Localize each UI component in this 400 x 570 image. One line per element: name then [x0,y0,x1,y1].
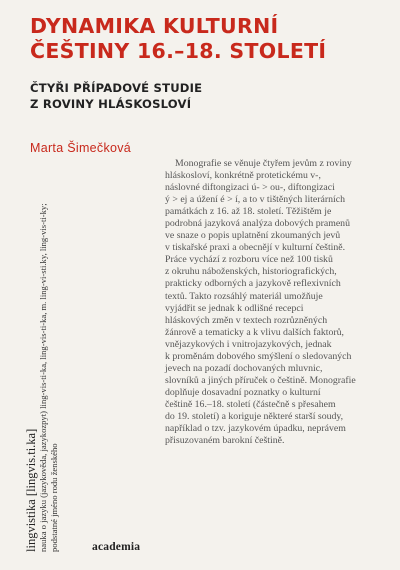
series-name: lingvistika [lingvis.ti.ka] [24,428,38,552]
description-line: například o tzv. jazykovém úpadku, neprávem [165,423,346,435]
description-line: prakticky odborných a jazykově reflexivních [165,278,341,290]
description-line: vnějazykových i vnitrojazykových, jednak [165,338,332,350]
description-line: hláskosloví, konkrétně protetickému v-, [165,170,321,182]
description-line: slovníků a jiných příruček o češtině. Monografie [165,374,356,386]
description-line: vyjádřit se jednak k odlišné recepci [165,302,304,314]
series-definition [24,82,59,552]
subtitle-line-2: Z ROVINY HLÁSKOSLOVÍ [30,97,192,111]
description-line: žánrově a tematicky a k vlivu dalších faktorů, [165,326,344,338]
description-line: doplňuje dosavadní poznatky o kulturní [165,386,321,398]
publisher-logo: academia [92,541,141,553]
title-line-1: DYNAMIKA KULTURNÍ [30,14,279,38]
description-line: památkách z 16. až 18. století. Těžištěm je [165,206,332,218]
description-line: do 19. století) a koriguje některé starší soudy, [165,410,344,422]
description-line: k proměnám dobového smýšlení o sledovaných [165,350,352,362]
description-line: z okruhu náboženských, historiografických, [165,266,337,278]
description-line: přisuzovaném barokní češtině. [165,435,285,447]
description-line: ve snaze o popis uplatnění zkoumaných jevů [165,230,341,242]
description-line: Práce vychází z rozboru více než 100 tisků [165,254,333,266]
description-text [165,158,390,447]
description-line: Monografie se věnuje čtyřem jevům z roviny [175,158,352,169]
author-name: Marta Šimečková [30,141,132,155]
description-line: češtině 16.–18. století (částečně s přesahem [165,398,336,410]
description-line: náslovné diftongizaci ú- > ou-, diftongizaci [165,182,335,194]
subtitle-line-1: ČTYŘI PŘÍPADOVÉ STUDIE [30,81,203,95]
description-line: textů. Takto rozsáhlý materiál umožňuje [165,290,323,302]
description-line: jevech na pozadí dochovaných mluvnic, [165,362,323,374]
book-title [30,14,380,64]
title-line-2: ČEŠTINY 16.–18. STOLETÍ [30,39,327,63]
series-definition-line: nauka o jazyku (jazykověda, jazykozpyt) ling-vis-ti-ka, ling-vis-ti-ka, m. ling-vi-sti.ky, ling-vis-ti-ky; [38,203,48,552]
description-line: hláskových změn v textech rozrůzněných [165,314,328,326]
description-line: ý > ej a úžení é > í, a to v tištěných literárních [165,194,345,206]
description-line: podrobná jazyková analýza dobových pramenů [165,218,350,230]
description-line: v tiskařské praxi a obecnějí v kulturní češtině. [165,242,346,254]
series-definition-line: podstatné jméno rodu ženského [48,443,59,552]
book-subtitle [30,80,330,112]
